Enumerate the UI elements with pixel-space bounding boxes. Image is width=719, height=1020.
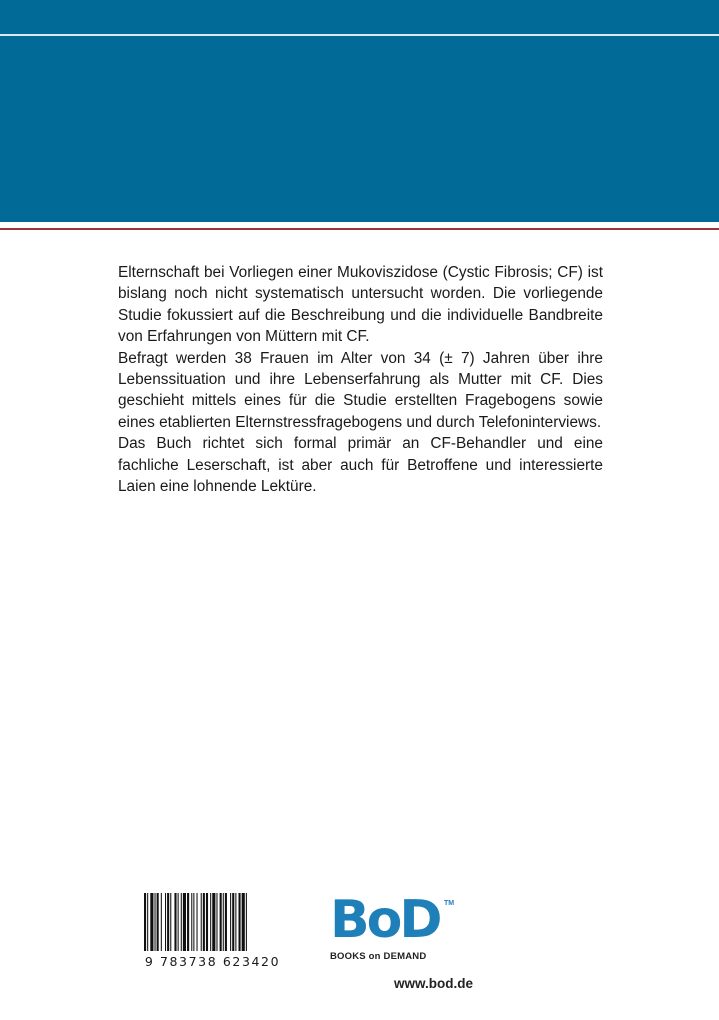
publisher-website: www.bod.de — [394, 976, 473, 991]
logo-tagline: BOOKS on DEMAND — [330, 951, 427, 962]
blurb-paragraph: Befragt werden 38 Frauen im Alter von 34 (± 7) Jahren über ihre Lebenssituation und ihre Lebenserfahrung als Mutter mit CF. Dies geschieht mittels eines für die Studie erstellten Fragebogens sowie eines etablierten Elternstressfragebogens und durch Telefoninterviews. — [118, 349, 603, 431]
bod-logo — [330, 890, 456, 966]
back-cover-blurb — [118, 262, 603, 497]
header-divider-line — [0, 34, 719, 36]
barcode-bars — [144, 893, 281, 953]
isbn-barcode — [141, 893, 284, 969]
blurb-paragraph: Das Buch richtet sich formal primär an CF-Behandler und eine fachliche Leserschaft, ist aber auch für Betroffene und interessierte Laien eine lohnende Lektüre. — [118, 435, 603, 496]
logo-wordmark: BoD — [330, 890, 440, 950]
barcode-digits: 9 783738 623420 — [144, 954, 281, 969]
red-divider-rule — [0, 228, 719, 230]
blurb-paragraph: Elternschaft bei Vorliegen einer Mukoviszidose (Cystic Fibrosis; CF) ist bislang noch nicht systematisch untersucht worden. Die vorliegende Studie fokussiert auf die Beschreibung und die individuelle Bandbreite von Erfahrungen von Müttern mit CF. — [118, 264, 603, 346]
logo-trademark: TM — [444, 900, 455, 907]
